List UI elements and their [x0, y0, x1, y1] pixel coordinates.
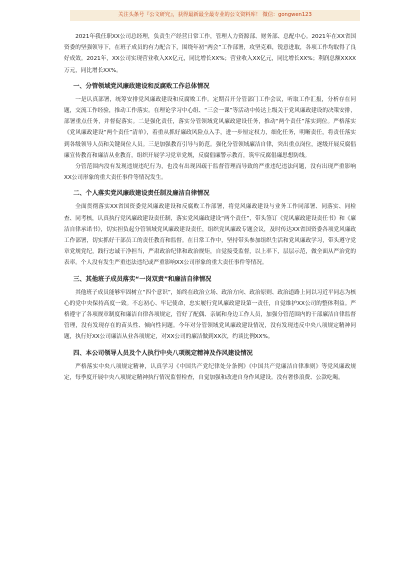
top-banner: 关注头条号『公文研究』，获得最新最全最专业的公文资料库！ 微信：gongwen123: [70, 10, 360, 21]
body-paragraph: 严格落实中央八项规定精神，认真学习《中国共产党纪律处分条例》《中国共产党廉洁自律准则》等党风廉政规定，每季度开展中央八项规定精神执行情况监督检查，自觉加强和改进自身作风建设。没有奢侈浪费、公款吃喝。: [64, 363, 356, 381]
document-body: [64, 32, 356, 384]
section-heading: 二、个人落实党风廉政建设责任制及廉洁自律情况: [73, 190, 210, 198]
section-heading: 一、分管领域党风廉政建设和反腐败工作总体情况: [73, 82, 210, 90]
section-heading: 四、本公司领导人员及个人执行中央八项规定精神及作风建设情况: [73, 349, 253, 357]
section-heading: 三、其他班子成员落实“一岗双责”和廉洁自律情况: [73, 275, 212, 283]
body-paragraph: 一是认真部署，统筹安排党风廉政建设和反腐败工作。定期召开分管部门工作会议，听取工作汇报，分析存在问题，交流工作经验，推动工作落实。在理论学习中心组、“三会一课”等活动中传达上级关于党风廉政建设的决策安排，部署重点任务，并督促落实。二是强化责任，落实分管领域党风廉政建设任务，推动“两个责任”落实到位。严格落实《党风廉政建设“两个责任”清单》，着重从抓好廉政风险点入手，进一步厘定权力，细化任务，明晰责任，将责任落实到各级领导人员和关键岗位人员。三是加强教育引导与防范。强化分管领域廉洁自律，突出重点岗位，逐级开展反腐倡廉宣传教育和廉洁从业教育，组织开展学习党章党规，反腐倡廉警示教育，筑牢反腐倡廉思想防线。: [64, 96, 356, 159]
body-paragraph: 2021年我任职XX公司总经理，负责生产经营日常工作，管理人力资源部、财务部、总配中心。2021年在XX省国资委的坚强领导下，在班子成员的有力配合下，围绕年初“两会”工作部署，攻坚克难，锐意进取，各项工作均取得了良好成效。2021年，XX公司实现营业收入XX亿元，同比增长XX%；营业收入XX亿元，同比增长XX%；利润总额XXXX万元，同比增长XX%。: [64, 34, 356, 74]
body-paragraph: 其他班子成员能够牢固树立“四个意识”，始终在政治立场、政治方向、政治原则、政治道路上同以习近平同志为核心的党中央保持高度一致。不忘初心、牢记使命，忠实履行党风廉政建设第一责任，自觉维护XX公司的整体利益。严格遵守了各项规章制度和廉洁自律各项规定，管好了配偶、亲属和身边工作人员，加强分管范围内的干部廉洁自律监督管理，没有发现存在的苗头性、倾向性问题。今年对分管领域党风廉政建设情况，没有发现违反中央八项规定精神问题，执行好XX公司廉洁从业各项规定，对XX公司的廉洁做到XX次，约谈比例XX%。: [64, 289, 356, 341]
body-paragraph: 全面贯彻落实XX省国资委党风廉政建设和反腐败工作部署，将党风廉政建设与业务工作同部署、同落实、同检查、同考核，认真执行党风廉政建设责任制，落实党风廉政建设“两个责任”，带头签订《党风廉政建设责任书》和《廉洁自律承诺书》，切实担负起分管领域党风廉政建设责任，组织党风廉政专题会议，及时传达XX省国资委各项党风廉政工作部署，切实抓好干部员工的责任教育和监督。在日常工作中，坚持带头参加组织生活和党风廉政学习，带头遵守党章党规党纪，践行忠诚干净担当，严肃政治纪律和政治规矩，自觉接受监督，以上率下，层层示范，做全面从严治党的表率。个人没有发生严重违法违纪或严重影响XX公司形象的重大责任事件等情况。: [64, 204, 356, 267]
body-paragraph: 分管范围内没有发现违规违纪行为，也没有出现因疏于监督管理而导致的严重违纪违法问题，没有出现严重影响XX公司形象的重大责任事件等情况发生。: [64, 164, 356, 182]
